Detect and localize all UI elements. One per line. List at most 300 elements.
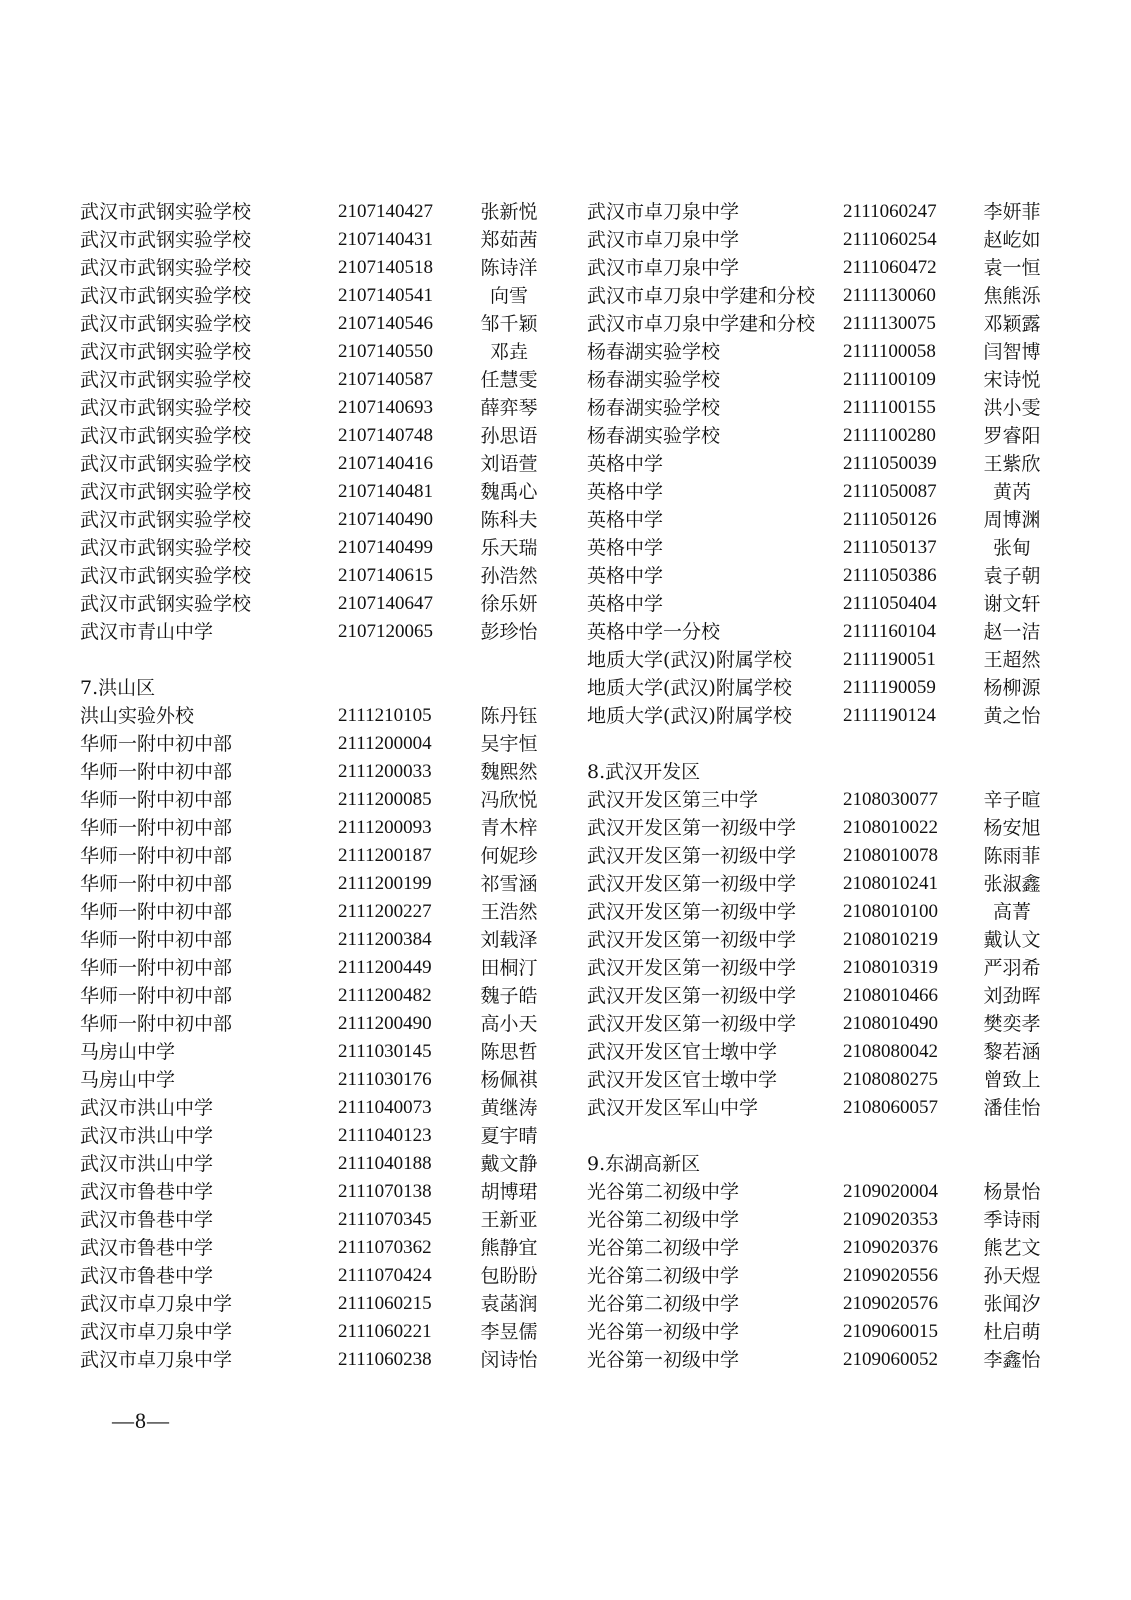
school-name: 武汉市武钢实验学校 xyxy=(80,397,252,419)
school-name: 英格中学 xyxy=(587,453,664,475)
student-name: 杜启萌 xyxy=(983,1321,1041,1343)
student-name: 李鑫怡 xyxy=(983,1349,1041,1371)
student-name: 刘载泽 xyxy=(480,929,538,951)
student-name: 刘劲晖 xyxy=(983,985,1041,1007)
student-name: 罗睿阳 xyxy=(983,425,1041,447)
student-name: 乐天瑞 xyxy=(480,537,538,559)
section-title-hongshan: 7.洪山区 xyxy=(80,677,156,699)
school-name: 武汉开发区第一初级中学 xyxy=(587,1013,797,1035)
student-id: 2109020376 xyxy=(843,1237,938,1258)
table-row xyxy=(80,478,550,506)
school-name: 武汉市鲁巷中学 xyxy=(80,1265,214,1287)
student-id: 2108060057 xyxy=(843,1097,938,1118)
student-name: 洪小雯 xyxy=(983,397,1041,419)
table-row xyxy=(587,506,1057,534)
school-name: 武汉市武钢实验学校 xyxy=(80,285,252,307)
school-name: 马房山中学 xyxy=(80,1069,176,1091)
table-row xyxy=(587,1206,1057,1234)
table-row xyxy=(587,1346,1057,1374)
student-name: 黄之怡 xyxy=(983,705,1041,727)
student-name: 杨佩祺 xyxy=(480,1069,538,1091)
student-name: 魏禹心 xyxy=(480,481,538,503)
student-name: 王超然 xyxy=(983,649,1041,671)
table-row xyxy=(587,226,1057,254)
student-name: 王浩然 xyxy=(480,901,538,923)
table-row xyxy=(80,1094,550,1122)
student-name: 黎若涵 xyxy=(983,1041,1041,1063)
school-name: 杨春湖实验学校 xyxy=(587,425,721,447)
school-name: 武汉市武钢实验学校 xyxy=(80,369,252,391)
student-id: 2111190051 xyxy=(843,649,936,670)
table-row xyxy=(80,842,550,870)
school-name: 英格中学 xyxy=(587,537,664,559)
student-name: 熊静宜 xyxy=(480,1237,538,1259)
school-name: 武汉市武钢实验学校 xyxy=(80,341,252,363)
student-id: 2111050126 xyxy=(843,509,937,530)
student-name: 戴文静 xyxy=(480,1153,538,1175)
table-row xyxy=(80,366,550,394)
school-name: 武汉市武钢实验学校 xyxy=(80,201,252,223)
student-id: 2111200384 xyxy=(338,929,432,950)
table-row xyxy=(587,282,1057,310)
school-name: 华师一附中初中部 xyxy=(80,733,233,755)
student-id: 2108080042 xyxy=(843,1041,938,1062)
table-row xyxy=(80,954,550,982)
student-name: 陈丹钰 xyxy=(480,705,538,727)
student-id: 2108010466 xyxy=(843,985,938,1006)
student-name: 戴认文 xyxy=(983,929,1041,951)
right-group-a xyxy=(587,198,1057,730)
table-row xyxy=(587,618,1057,646)
student-name: 刘语萱 xyxy=(480,453,538,475)
table-row xyxy=(587,1038,1057,1066)
school-name: 洪山实验外校 xyxy=(80,705,195,727)
student-name: 熊艺文 xyxy=(983,1237,1041,1259)
student-name: 杨安旭 xyxy=(983,817,1041,839)
table-row xyxy=(587,338,1057,366)
student-name: 向雪 xyxy=(489,285,528,307)
table-row xyxy=(80,282,550,310)
student-id: 2111200227 xyxy=(338,901,432,922)
student-name: 包盼盼 xyxy=(480,1265,538,1287)
student-id: 2111190059 xyxy=(843,677,936,698)
school-name: 武汉市武钢实验学校 xyxy=(80,425,252,447)
student-name: 何妮珍 xyxy=(480,845,538,867)
table-row xyxy=(80,926,550,954)
student-id: 2111200187 xyxy=(338,845,432,866)
table-row xyxy=(587,1290,1057,1318)
student-id: 2111040123 xyxy=(338,1125,432,1146)
table-row xyxy=(80,1234,550,1262)
student-id: 2109020004 xyxy=(843,1181,938,1202)
student-id: 2107140481 xyxy=(338,481,433,502)
student-name: 祁雪涵 xyxy=(480,873,538,895)
table-row xyxy=(587,870,1057,898)
table-row xyxy=(587,674,1057,702)
student-name: 宋诗悦 xyxy=(983,369,1041,391)
student-id: 2108010022 xyxy=(843,817,938,838)
student-name: 潘佳怡 xyxy=(983,1097,1041,1119)
student-id: 2111050404 xyxy=(843,593,937,614)
student-id: 2111200085 xyxy=(338,789,432,810)
student-id: 2111050137 xyxy=(843,537,937,558)
school-name: 华师一附中初中部 xyxy=(80,1013,233,1035)
table-row xyxy=(587,478,1057,506)
student-id: 2109060052 xyxy=(843,1349,938,1370)
student-id: 2111200482 xyxy=(338,985,432,1006)
left-column xyxy=(80,198,550,1374)
student-name: 袁菡润 xyxy=(480,1293,538,1315)
student-id: 2107140490 xyxy=(338,509,433,530)
school-name: 武汉开发区第一初级中学 xyxy=(587,873,797,895)
student-name: 任慧雯 xyxy=(480,369,538,391)
table-row xyxy=(587,898,1057,926)
school-name: 华师一附中初中部 xyxy=(80,929,233,951)
student-id: 2107140541 xyxy=(338,285,433,306)
table-row xyxy=(80,422,550,450)
table-row xyxy=(587,954,1057,982)
table-row xyxy=(587,1178,1057,1206)
student-id: 2111070345 xyxy=(338,1209,432,1230)
student-name: 樊奕孝 xyxy=(983,1013,1041,1035)
school-name: 武汉市武钢实验学校 xyxy=(80,537,252,559)
student-id: 2111070362 xyxy=(338,1237,432,1258)
student-id: 2111160104 xyxy=(843,621,936,642)
student-id: 2107140647 xyxy=(338,593,433,614)
student-name: 赵一洁 xyxy=(983,621,1041,643)
student-name: 闵诗怡 xyxy=(480,1349,538,1371)
school-name: 英格中学 xyxy=(587,509,664,531)
student-name: 严羽希 xyxy=(983,957,1041,979)
school-name: 杨春湖实验学校 xyxy=(587,369,721,391)
student-name: 谢文轩 xyxy=(983,593,1041,615)
table-row xyxy=(587,786,1057,814)
table-row xyxy=(80,1290,550,1318)
student-id: 2107140518 xyxy=(338,257,433,278)
student-id: 2111100058 xyxy=(843,341,936,362)
right-column xyxy=(587,198,1057,1374)
table-row xyxy=(80,1346,550,1374)
school-name: 杨春湖实验学校 xyxy=(587,397,721,419)
student-id: 2107140431 xyxy=(338,229,433,250)
student-id: 2111050039 xyxy=(843,453,937,474)
student-name: 闫智博 xyxy=(983,341,1041,363)
student-name: 袁一恒 xyxy=(983,257,1041,279)
school-name: 光谷第一初级中学 xyxy=(587,1321,740,1343)
student-id: 2111060254 xyxy=(843,229,937,250)
student-name: 张新悦 xyxy=(480,201,538,223)
student-name: 王新亚 xyxy=(480,1209,538,1231)
school-name: 华师一附中初中部 xyxy=(80,985,233,1007)
school-name: 华师一附中初中部 xyxy=(80,957,233,979)
school-name: 武汉市洪山中学 xyxy=(80,1153,214,1175)
student-name: 张淑鑫 xyxy=(983,873,1041,895)
student-name: 焦熊泺 xyxy=(983,285,1041,307)
student-id: 2111130060 xyxy=(843,285,936,306)
student-id: 2107140550 xyxy=(338,341,433,362)
student-name: 夏宇晴 xyxy=(480,1125,538,1147)
school-name: 光谷第二初级中学 xyxy=(587,1265,740,1287)
student-id: 2108010100 xyxy=(843,901,938,922)
table-row xyxy=(587,646,1057,674)
spacer xyxy=(587,1122,1057,1150)
table-row xyxy=(587,1262,1057,1290)
school-name: 武汉市武钢实验学校 xyxy=(80,593,252,615)
student-id: 2107140587 xyxy=(338,369,433,390)
table-row xyxy=(80,1122,550,1150)
student-id: 2111070138 xyxy=(338,1181,432,1202)
student-name: 黄继涛 xyxy=(480,1097,538,1119)
student-id: 2109020556 xyxy=(843,1265,938,1286)
school-name: 英格中学 xyxy=(587,481,664,503)
school-name: 华师一附中初中部 xyxy=(80,873,233,895)
school-name: 武汉市武钢实验学校 xyxy=(80,229,252,251)
school-name: 光谷第二初级中学 xyxy=(587,1209,740,1231)
student-id: 2109060015 xyxy=(843,1321,938,1342)
student-id: 2111100155 xyxy=(843,397,936,418)
left-group-a xyxy=(80,198,550,646)
student-id: 2111200093 xyxy=(338,817,432,838)
table-row xyxy=(587,534,1057,562)
school-name: 武汉开发区第一初级中学 xyxy=(587,845,797,867)
table-row xyxy=(587,198,1057,226)
student-id: 2111060238 xyxy=(338,1349,432,1370)
student-name: 杨景怡 xyxy=(983,1181,1041,1203)
school-name: 武汉市卓刀泉中学 xyxy=(587,201,740,223)
student-name: 高小天 xyxy=(480,1013,538,1035)
table-row xyxy=(587,254,1057,282)
table-row xyxy=(587,1010,1057,1038)
table-row xyxy=(80,1262,550,1290)
school-name: 武汉开发区第一初级中学 xyxy=(587,901,797,923)
student-id: 2107140693 xyxy=(338,397,433,418)
table-row xyxy=(80,618,550,646)
student-name: 冯欣悦 xyxy=(480,789,538,811)
table-row xyxy=(80,786,550,814)
student-id: 2108080275 xyxy=(843,1069,938,1090)
school-name: 武汉市卓刀泉中学 xyxy=(587,257,740,279)
student-name: 邓垚 xyxy=(489,341,528,363)
student-id: 2108010219 xyxy=(843,929,938,950)
student-id: 2111200033 xyxy=(338,761,432,782)
student-name: 徐乐妍 xyxy=(480,593,538,615)
student-id: 2107120065 xyxy=(338,621,433,642)
student-name: 孙思语 xyxy=(480,425,538,447)
table-row xyxy=(587,422,1057,450)
table-row xyxy=(80,982,550,1010)
school-name: 华师一附中初中部 xyxy=(80,789,233,811)
table-row xyxy=(80,1150,550,1178)
student-id: 2111050087 xyxy=(843,481,937,502)
student-name: 青木梓 xyxy=(480,817,538,839)
section-title-wuhan-kaifaqu: 8.武汉开发区 xyxy=(587,761,701,783)
student-name: 陈思哲 xyxy=(480,1041,538,1063)
table-row xyxy=(80,338,550,366)
school-name: 光谷第二初级中学 xyxy=(587,1293,740,1315)
school-name: 光谷第一初级中学 xyxy=(587,1349,740,1371)
student-id: 2111060221 xyxy=(338,1321,432,1342)
table-row xyxy=(80,898,550,926)
table-row xyxy=(80,534,550,562)
school-name: 武汉市武钢实验学校 xyxy=(80,453,252,475)
table-row xyxy=(587,450,1057,478)
student-name: 吴宇恒 xyxy=(480,733,538,755)
table-row xyxy=(80,590,550,618)
school-name: 华师一附中初中部 xyxy=(80,761,233,783)
student-name: 薛弈琴 xyxy=(480,397,538,419)
table-row xyxy=(587,1094,1057,1122)
table-row xyxy=(587,1066,1057,1094)
student-id: 2109020576 xyxy=(843,1293,938,1314)
school-name: 武汉市卓刀泉中学 xyxy=(587,229,740,251)
student-id: 2111100109 xyxy=(843,369,936,390)
school-name: 光谷第二初级中学 xyxy=(587,1237,740,1259)
school-name: 地质大学(武汉)附属学校 xyxy=(587,649,792,671)
right-group-c xyxy=(587,1178,1057,1374)
right-group-b xyxy=(587,786,1057,1122)
school-name: 武汉市洪山中学 xyxy=(80,1097,214,1119)
student-id: 2111130075 xyxy=(843,313,936,334)
school-name: 武汉开发区第三中学 xyxy=(587,789,759,811)
spacer xyxy=(80,646,550,674)
spacer xyxy=(587,730,1057,758)
table-row xyxy=(587,394,1057,422)
school-name: 英格中学 xyxy=(587,565,664,587)
school-name: 武汉开发区官士墩中学 xyxy=(587,1069,778,1091)
table-row xyxy=(587,562,1057,590)
student-name: 周博渊 xyxy=(983,509,1041,531)
student-name: 陈科夫 xyxy=(480,509,538,531)
student-name: 李昱儒 xyxy=(480,1321,538,1343)
student-id: 2111210105 xyxy=(338,705,432,726)
student-name: 田桐汀 xyxy=(480,957,538,979)
student-id: 2111060472 xyxy=(843,257,937,278)
table-row xyxy=(587,926,1057,954)
table-row xyxy=(80,870,550,898)
table-row xyxy=(80,198,550,226)
table-row xyxy=(80,450,550,478)
student-id: 2108010078 xyxy=(843,845,938,866)
student-id: 2107140748 xyxy=(338,425,433,446)
student-id: 2111200449 xyxy=(338,957,432,978)
table-row xyxy=(80,226,550,254)
student-id: 2108010241 xyxy=(843,873,938,894)
student-id: 2111050386 xyxy=(843,565,937,586)
student-name: 曾致上 xyxy=(983,1069,1041,1091)
school-name: 马房山中学 xyxy=(80,1041,176,1063)
school-name: 英格中学 xyxy=(587,593,664,615)
table-row xyxy=(80,702,550,730)
student-name: 陈诗洋 xyxy=(480,257,538,279)
student-name: 袁子朝 xyxy=(983,565,1041,587)
school-name: 武汉开发区第一初级中学 xyxy=(587,957,797,979)
student-id: 2111040073 xyxy=(338,1097,432,1118)
school-name: 武汉开发区官士墩中学 xyxy=(587,1041,778,1063)
table-row xyxy=(80,1066,550,1094)
table-row xyxy=(80,758,550,786)
student-id: 2111200490 xyxy=(338,1013,432,1034)
table-row xyxy=(587,1234,1057,1262)
student-name: 魏熙然 xyxy=(480,761,538,783)
student-name: 孙浩然 xyxy=(480,565,538,587)
student-name: 彭珍怡 xyxy=(480,621,538,643)
table-row xyxy=(80,814,550,842)
school-name: 武汉开发区军山中学 xyxy=(587,1097,759,1119)
student-name: 张闻汐 xyxy=(983,1293,1041,1315)
table-row xyxy=(587,982,1057,1010)
school-name: 地质大学(武汉)附属学校 xyxy=(587,705,792,727)
table-row xyxy=(80,1010,550,1038)
student-name: 邓颖露 xyxy=(983,313,1041,335)
school-name: 光谷第二初级中学 xyxy=(587,1181,740,1203)
student-name: 胡博珺 xyxy=(480,1181,538,1203)
school-name: 武汉市卓刀泉中学 xyxy=(80,1293,233,1315)
student-id: 2111030176 xyxy=(338,1069,432,1090)
page-number: —8— xyxy=(112,1408,170,1433)
student-name: 郑茹茜 xyxy=(480,229,538,251)
table-row xyxy=(80,1038,550,1066)
table-row xyxy=(80,394,550,422)
student-id: 2111060215 xyxy=(338,1293,432,1314)
section-title-donghu-gaoxin: 9.东湖高新区 xyxy=(587,1153,701,1175)
school-name: 武汉市鲁巷中学 xyxy=(80,1181,214,1203)
school-name: 武汉市卓刀泉中学 xyxy=(80,1349,233,1371)
student-name: 魏子皓 xyxy=(480,985,538,1007)
school-name: 华师一附中初中部 xyxy=(80,901,233,923)
table-row xyxy=(80,1178,550,1206)
student-name: 张甸 xyxy=(992,537,1031,559)
school-name: 武汉市鲁巷中学 xyxy=(80,1237,214,1259)
student-id: 2111070424 xyxy=(338,1265,432,1286)
student-id: 2111060247 xyxy=(843,201,937,222)
school-name: 武汉市武钢实验学校 xyxy=(80,257,252,279)
school-name: 武汉市卓刀泉中学建和分校 xyxy=(587,285,816,307)
table-row xyxy=(80,730,550,758)
school-name: 英格中学一分校 xyxy=(587,621,721,643)
student-id: 2107140416 xyxy=(338,453,433,474)
student-name: 黄芮 xyxy=(992,481,1031,503)
table-row xyxy=(80,562,550,590)
student-id: 2107140615 xyxy=(338,565,433,586)
school-name: 武汉市洪山中学 xyxy=(80,1125,214,1147)
student-name: 辛子暄 xyxy=(983,789,1041,811)
school-name: 地质大学(武汉)附属学校 xyxy=(587,677,792,699)
table-row xyxy=(587,590,1057,618)
student-name: 李妍菲 xyxy=(983,201,1041,223)
student-name: 邹千颖 xyxy=(480,313,538,335)
table-row xyxy=(587,366,1057,394)
student-name: 孙天煜 xyxy=(983,1265,1041,1287)
table-row xyxy=(80,506,550,534)
table-row xyxy=(587,1318,1057,1346)
student-id: 2107140546 xyxy=(338,313,433,334)
school-name: 华师一附中初中部 xyxy=(80,845,233,867)
school-name: 武汉市鲁巷中学 xyxy=(80,1209,214,1231)
school-name: 武汉市武钢实验学校 xyxy=(80,509,252,531)
table-row xyxy=(587,702,1057,730)
student-id: 2108010490 xyxy=(843,1013,938,1034)
student-id: 2107140427 xyxy=(338,201,433,222)
student-name: 赵屹如 xyxy=(983,229,1041,251)
table-row xyxy=(587,814,1057,842)
student-name: 杨柳源 xyxy=(983,677,1041,699)
school-name: 武汉市武钢实验学校 xyxy=(80,481,252,503)
student-id: 2111100280 xyxy=(843,425,936,446)
student-id: 2111200004 xyxy=(338,733,432,754)
student-id: 2111040188 xyxy=(338,1153,432,1174)
student-name: 王紫欣 xyxy=(983,453,1041,475)
school-name: 武汉市武钢实验学校 xyxy=(80,565,252,587)
